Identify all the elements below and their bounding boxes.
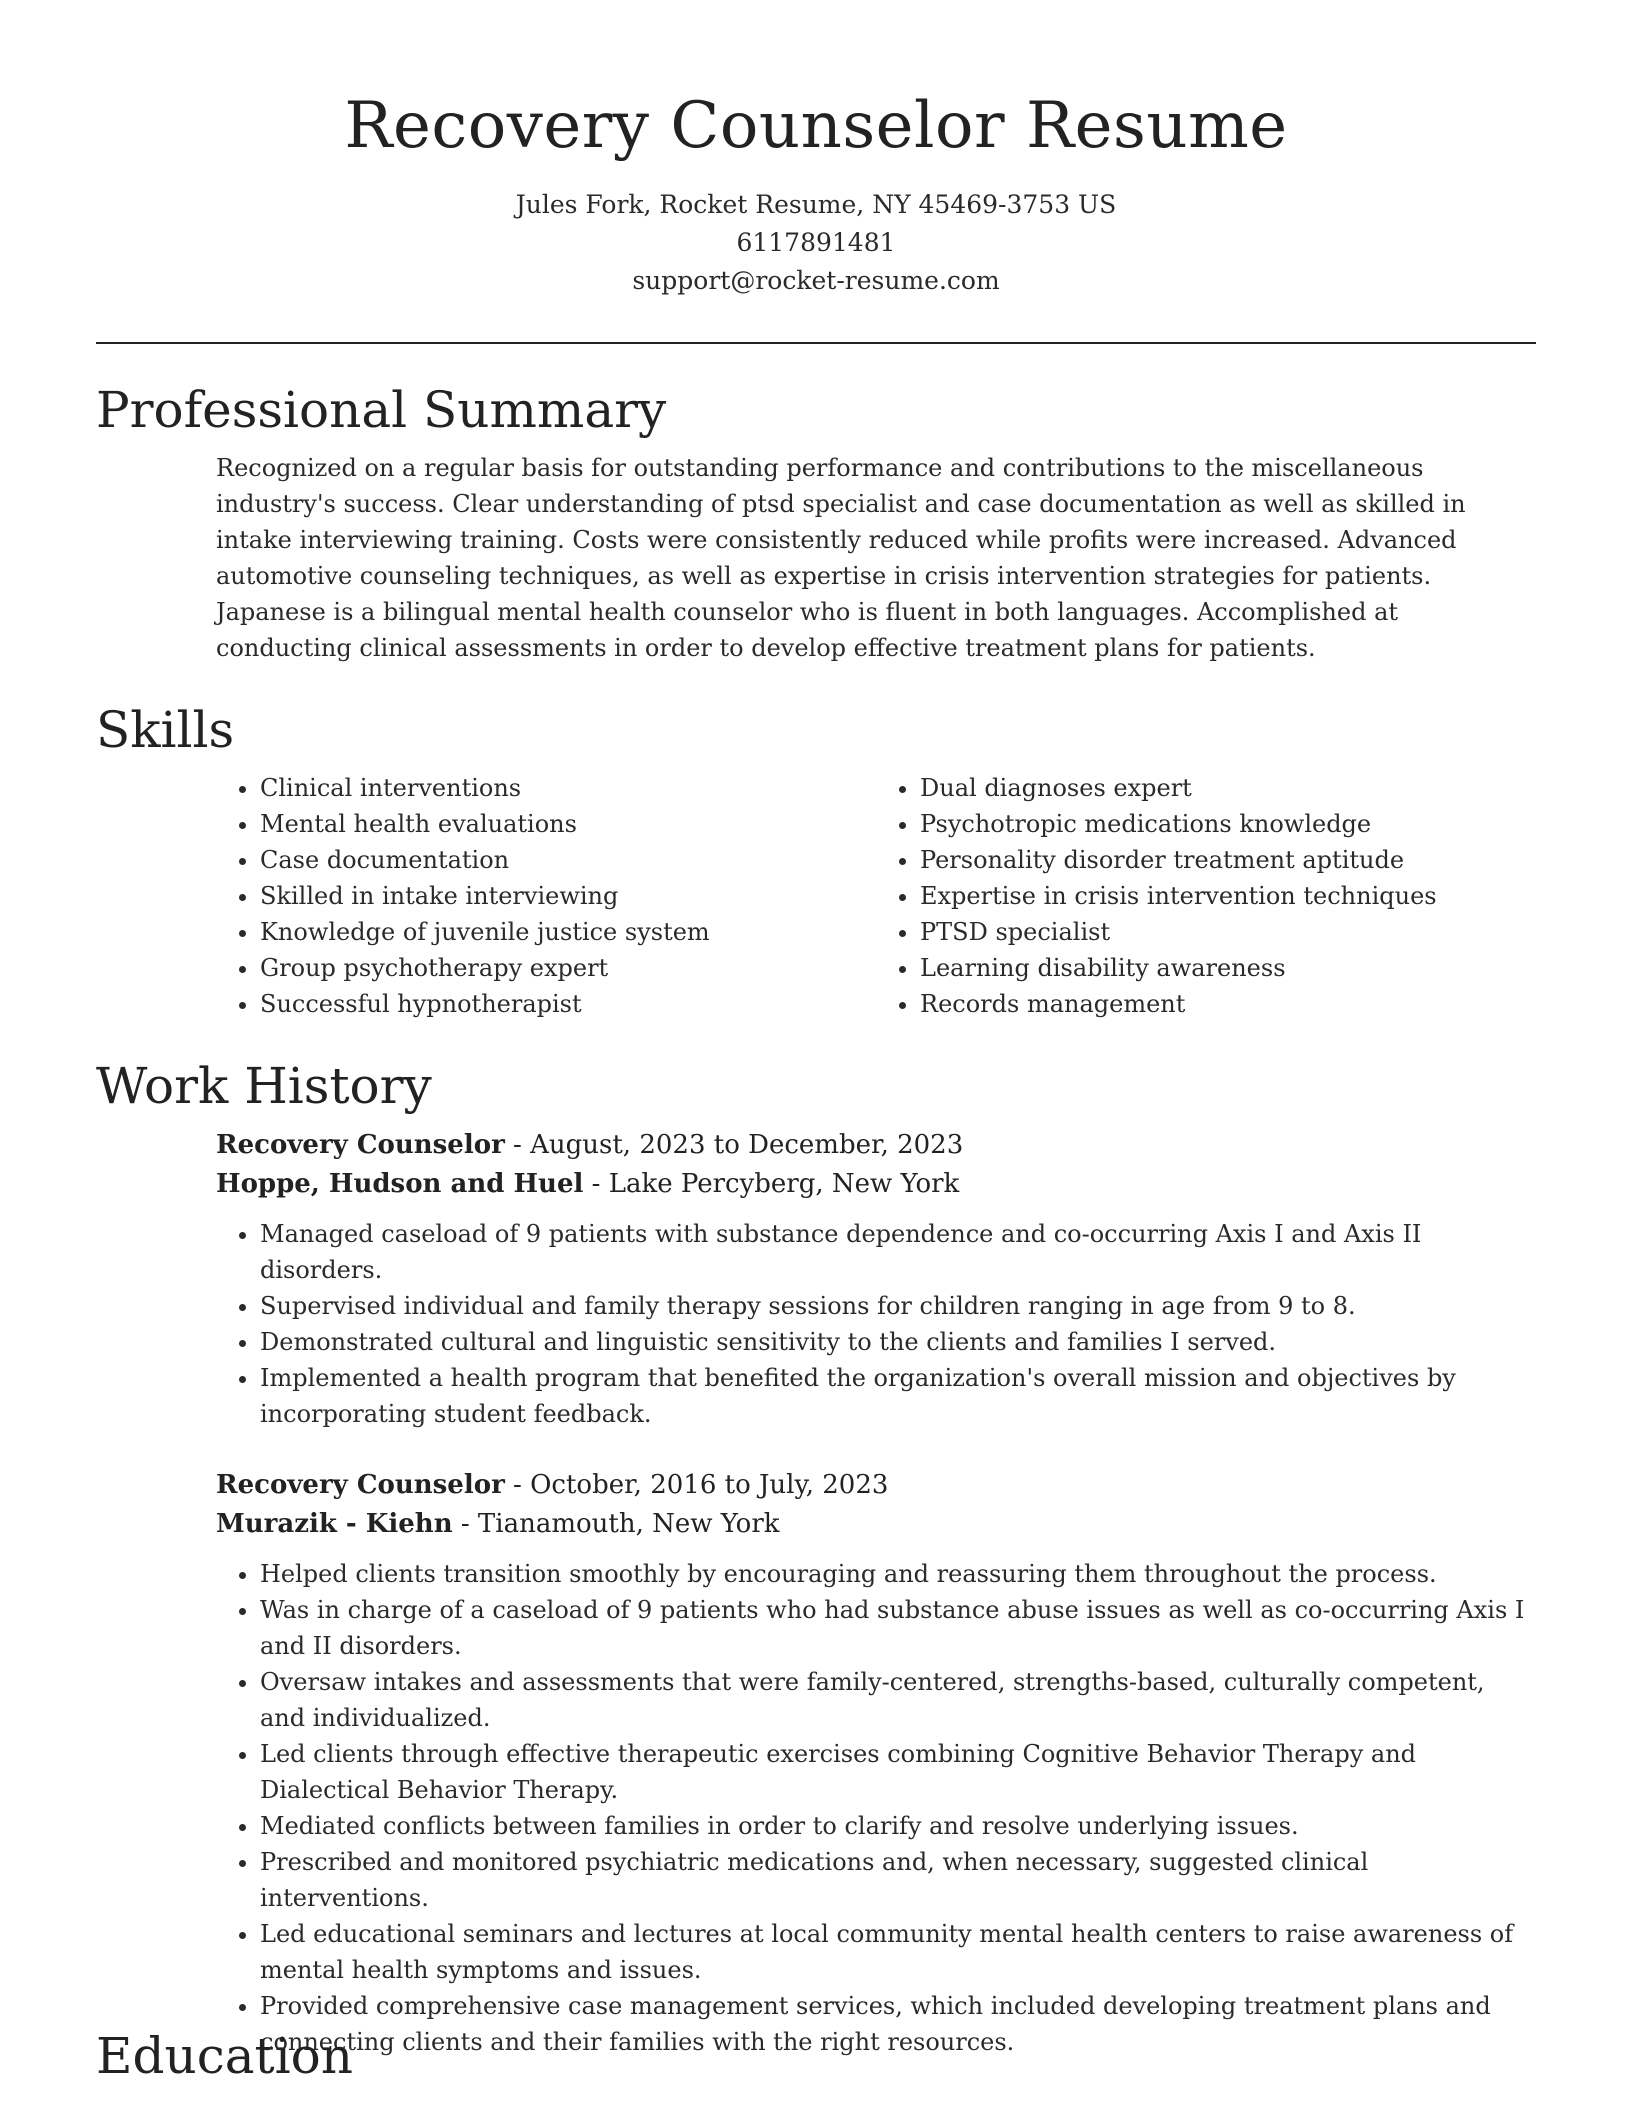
job-title: Recovery Counselor <box>216 1470 505 1500</box>
skill-item: • Group psychotherapy expert <box>260 950 876 986</box>
job-bullet: • Mediated conflicts between families in order to clarify and resolve underlying issues. <box>260 1808 1536 1844</box>
job-entry <box>216 1466 1536 2060</box>
skills-list-right <box>876 770 1536 1022</box>
skill-item: • Case documentation <box>260 842 876 878</box>
job-title-line <box>216 1126 1536 1165</box>
header-divider <box>96 342 1536 344</box>
summary-text: Recognized on a regular basis for outstanding performance and contributions to the miscellaneous industry's success. Clear understanding of ptsd specialist and case documentation as well as skilled in intake interviewing training. Costs were consistently reduced while profits were increased. Advanced automotive counseling techniques, as well as expertise in crisis intervention strategies for patients. Japanese is a bilingual mental health counselor who is fluent in both languages. Accomplished at conducting clinical assessments in order to develop effective treatment plans for patients. <box>216 454 1466 662</box>
job-bullet: • Was in charge of a caseload of 9 patients who had substance abuse issues as well as co-occurring Axis I and II disorders. <box>260 1592 1536 1664</box>
job-dates: - October, 2016 to July, 2023 <box>504 1470 889 1500</box>
contact-email: support@rocket-resume.com <box>632 266 1000 295</box>
job-bullet: • Helped clients transition smoothly by encouraging and reassuring them throughout the process. <box>260 1556 1536 1592</box>
skill-item: • Psychotropic medications knowledge <box>920 806 1536 842</box>
skill-item: • Clinical interventions <box>260 770 876 806</box>
job-company-line <box>216 1505 1536 1544</box>
skill-item: • Skilled in intake interviewing <box>260 878 876 914</box>
work-history-section <box>96 1056 1536 2060</box>
skill-item: • Knowledge of juvenile justice system <box>260 914 876 950</box>
job-title-line <box>216 1466 1536 1505</box>
job-company: Murazik - Kiehn <box>216 1509 453 1539</box>
skill-item: • Dual diagnoses expert <box>920 770 1536 806</box>
job-bullet: • Oversaw intakes and assessments that were family-centered, strengths-based, culturally competent, and individualized. <box>260 1664 1536 1736</box>
job-title: Recovery Counselor <box>216 1130 505 1160</box>
contact-block <box>0 186 1632 300</box>
job-dates: - August, 2023 to December, 2023 <box>504 1130 964 1160</box>
skill-item: • Expertise in crisis intervention techniques <box>920 878 1536 914</box>
job-entry <box>216 1126 1536 1432</box>
skills-list-left <box>216 770 876 1022</box>
job-location: - Tianamouth, New York <box>452 1509 780 1539</box>
job-bullet: • Provided comprehensive case management services, which included developing treatment plans and connecting clients and their families with the right resources. <box>260 1988 1536 2060</box>
job-bullet: • Demonstrated cultural and linguistic sensitivity to the clients and families I served. <box>260 1324 1536 1360</box>
resume-title: Recovery Counselor Resume <box>344 89 1288 163</box>
job-bullet: • Prescribed and monitored psychiatric medications and, when necessary, suggested clinical interventions. <box>260 1844 1536 1916</box>
skills-section <box>96 700 1536 1022</box>
contact-address: Jules Fork, Rocket Resume, NY 45469-3753 US <box>515 190 1117 219</box>
skill-item: • Personality disorder treatment aptitude <box>920 842 1536 878</box>
skills-heading: Skills <box>96 701 235 759</box>
work-history-heading: Work History <box>96 1057 432 1115</box>
skills-columns <box>216 770 1536 1022</box>
summary-heading: Professional Summary <box>96 381 667 439</box>
summary-section <box>96 380 1536 666</box>
job-bullets <box>216 1556 1536 2060</box>
job-bullet: • Led educational seminars and lectures at local community mental health centers to raise awareness of mental health symptoms and issues. <box>260 1916 1536 1988</box>
contact-phone: 6117891481 <box>736 228 896 257</box>
skill-item: • Mental health evaluations <box>260 806 876 842</box>
skill-item: • Successful hypnotherapist <box>260 986 876 1022</box>
job-bullet: • Managed caseload of 9 patients with substance dependence and co-occurring Axis I and Axis II disorders. <box>260 1216 1536 1288</box>
job-company-line <box>216 1165 1536 1204</box>
skill-item: • Records management <box>920 986 1536 1022</box>
job-company: Hoppe, Hudson and Huel <box>216 1169 584 1199</box>
skill-item: • PTSD specialist <box>920 914 1536 950</box>
skill-item: • Learning disability awareness <box>920 950 1536 986</box>
resume-header <box>0 0 1632 300</box>
job-bullets <box>216 1216 1536 1432</box>
education-section <box>96 2026 1536 2086</box>
job-bullet: • Led clients through effective therapeutic exercises combining Cognitive Behavior Therapy and Dialectical Behavior Therapy. <box>260 1736 1536 1808</box>
education-heading: Education <box>96 2027 353 2085</box>
job-bullet: • Supervised individual and family therapy sessions for children ranging in age from 9 to 8. <box>260 1288 1536 1324</box>
job-location: - Lake Percyberg, New York <box>583 1169 960 1199</box>
job-bullet: • Implemented a health program that benefited the organization's overall mission and objectives by incorporating student feedback. <box>260 1360 1536 1432</box>
